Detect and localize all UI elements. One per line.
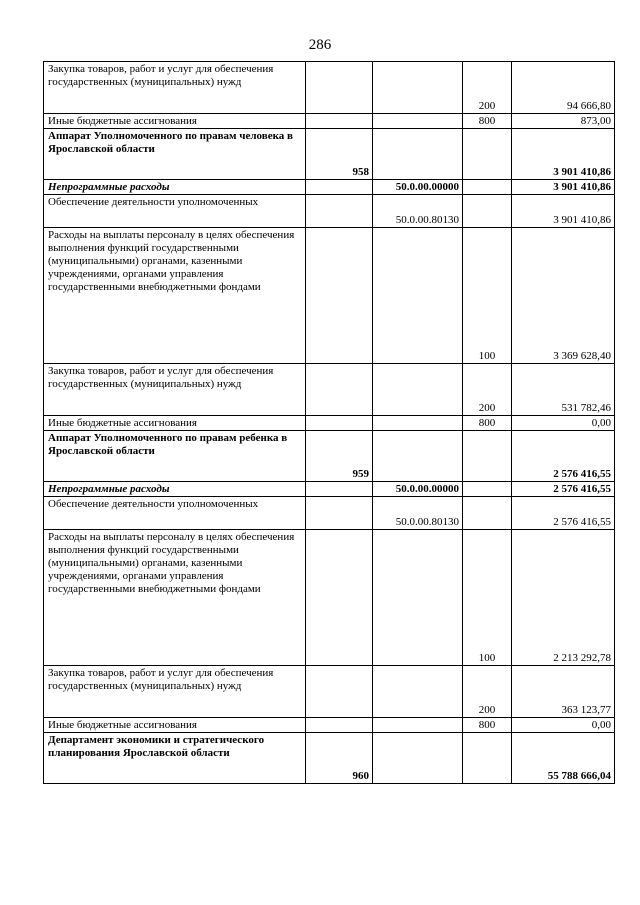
- ved-code-cell: [306, 497, 373, 530]
- page-number: 286: [308, 37, 332, 53]
- table-row: [44, 718, 615, 733]
- row-name-cell: Закупка товаров, работ и услуг для обеспечения государственных (муниципальных) нужд: [44, 62, 306, 114]
- ved-code-cell: [306, 114, 373, 129]
- table-row: [44, 364, 615, 416]
- target-article-cell: [373, 718, 463, 733]
- amount-cell: 3 369 628,40: [512, 228, 615, 364]
- table-row: [44, 530, 615, 666]
- ved-code-cell: [306, 364, 373, 416]
- target-article-cell: 50.0.00.80130: [373, 195, 463, 228]
- ved-code-cell: [306, 416, 373, 431]
- budget-table-body: [44, 62, 615, 784]
- ved-code-cell: 960: [306, 733, 373, 784]
- row-name-cell: Иные бюджетные ассигнования: [44, 114, 306, 129]
- amount-cell: 2 576 416,55: [512, 431, 615, 482]
- amount-cell: 0,00: [512, 416, 615, 431]
- ved-code-cell: 958: [306, 129, 373, 180]
- amount-cell: 531 782,46: [512, 364, 615, 416]
- expense-type-cell: [463, 497, 512, 530]
- expense-type-cell: [463, 482, 512, 497]
- ved-code-cell: [306, 718, 373, 733]
- amount-cell: 3 901 410,86: [512, 129, 615, 180]
- row-name-cell: Обеспечение деятельности уполномоченных: [44, 195, 306, 228]
- ved-code-cell: [306, 195, 373, 228]
- amount-cell: 3 901 410,86: [512, 195, 615, 228]
- table-row: [44, 666, 615, 718]
- row-name-cell: Непрограммные расходы: [44, 180, 306, 195]
- expense-type-cell: [463, 180, 512, 195]
- row-name-cell: Закупка товаров, работ и услуг для обеспечения государственных (муниципальных) нужд: [44, 364, 306, 416]
- ved-code-cell: [306, 180, 373, 195]
- target-article-cell: [373, 62, 463, 114]
- expense-type-cell: 200: [463, 364, 512, 416]
- ved-code-cell: [306, 666, 373, 718]
- amount-cell: 873,00: [512, 114, 615, 129]
- ved-code-cell: [306, 530, 373, 666]
- ved-code-cell: [306, 482, 373, 497]
- expense-type-cell: 200: [463, 62, 512, 114]
- table-row: [44, 431, 615, 482]
- table-row: [44, 195, 615, 228]
- ved-code-cell: 959: [306, 431, 373, 482]
- table-row: [44, 228, 615, 364]
- ved-code-cell: [306, 228, 373, 364]
- row-name-cell: Иные бюджетные ассигнования: [44, 718, 306, 733]
- table-row: [44, 482, 615, 497]
- row-name-cell: Расходы на выплаты персоналу в целях обеспечения выполнения функций государственными (муниципальными) органами, казенными учреждениями, органами управления государственными внебюджетными фондами: [44, 530, 306, 666]
- amount-cell: 2 213 292,78: [512, 530, 615, 666]
- expense-type-cell: [463, 431, 512, 482]
- target-article-cell: [373, 416, 463, 431]
- row-name-cell: Иные бюджетные ассигнования: [44, 416, 306, 431]
- expense-type-cell: 800: [463, 416, 512, 431]
- target-article-cell: [373, 431, 463, 482]
- target-article-cell: [373, 666, 463, 718]
- row-name-cell: Обеспечение деятельности уполномоченных: [44, 497, 306, 530]
- amount-cell: 2 576 416,55: [512, 497, 615, 530]
- amount-cell: 55 788 666,04: [512, 733, 615, 784]
- expense-type-cell: 100: [463, 530, 512, 666]
- amount-cell: 3 901 410,86: [512, 180, 615, 195]
- target-article-cell: [373, 530, 463, 666]
- target-article-cell: 50.0.00.00000: [373, 482, 463, 497]
- ved-code-cell: [306, 62, 373, 114]
- target-article-cell: [373, 364, 463, 416]
- table-row: [44, 180, 615, 195]
- amount-cell: 0,00: [512, 718, 615, 733]
- amount-cell: 2 576 416,55: [512, 482, 615, 497]
- target-article-cell: 50.0.00.00000: [373, 180, 463, 195]
- table-row: [44, 62, 615, 114]
- target-article-cell: 50.0.00.80130: [373, 497, 463, 530]
- expense-type-cell: [463, 195, 512, 228]
- row-name-cell: Непрограммные расходы: [44, 482, 306, 497]
- table-row: [44, 416, 615, 431]
- expense-type-cell: 100: [463, 228, 512, 364]
- row-name-cell: Расходы на выплаты персоналу в целях обеспечения выполнения функций государственными (муниципальными) органами, казенными учреждениями, органами управления государственными внебюджетными фондами: [44, 228, 306, 364]
- row-name-cell: Аппарат Уполномоченного по правам ребенка в Ярославской области: [44, 431, 306, 482]
- table-row: [44, 129, 615, 180]
- target-article-cell: [373, 114, 463, 129]
- amount-cell: 94 666,80: [512, 62, 615, 114]
- expense-type-cell: [463, 129, 512, 180]
- target-article-cell: [373, 228, 463, 364]
- target-article-cell: [373, 733, 463, 784]
- expense-type-cell: 800: [463, 114, 512, 129]
- target-article-cell: [373, 129, 463, 180]
- table-row: [44, 733, 615, 784]
- row-name-cell: Департамент экономики и стратегического планирования Ярославской области: [44, 733, 306, 784]
- expense-type-cell: 200: [463, 666, 512, 718]
- row-name-cell: Закупка товаров, работ и услуг для обеспечения государственных (муниципальных) нужд: [44, 666, 306, 718]
- expense-type-cell: [463, 733, 512, 784]
- table-row: [44, 497, 615, 530]
- table-row: [44, 114, 615, 129]
- budget-table: [43, 61, 615, 784]
- row-name-cell: Аппарат Уполномоченного по правам человека в Ярославской области: [44, 129, 306, 180]
- amount-cell: 363 123,77: [512, 666, 615, 718]
- expense-type-cell: 800: [463, 718, 512, 733]
